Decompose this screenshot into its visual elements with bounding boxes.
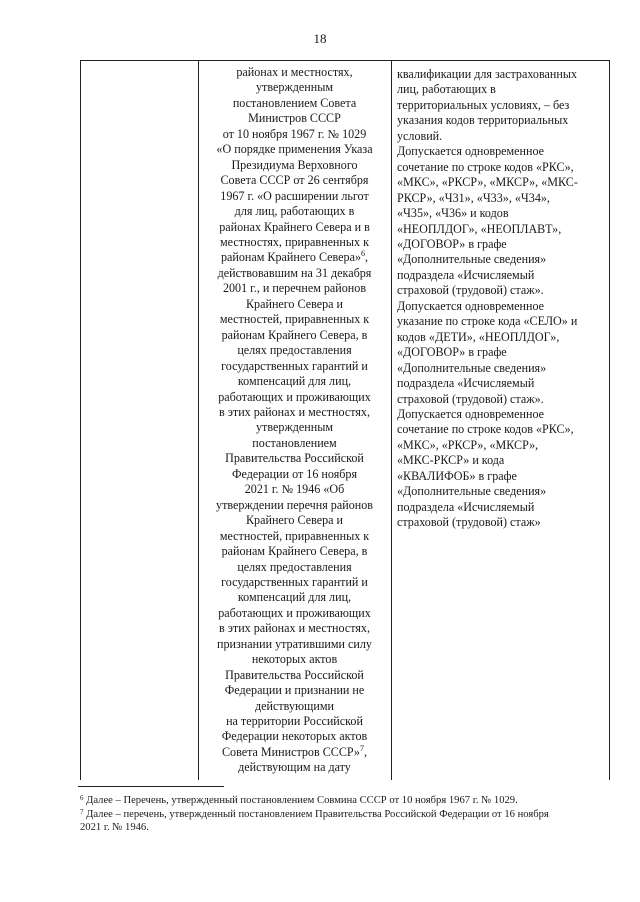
text-line: постановлением (252, 435, 337, 450)
text-line: утвержденным (256, 420, 333, 435)
text-line: «Дополнительные сведения» (397, 360, 547, 375)
text-line: действующими (255, 698, 334, 713)
footnotes (80, 794, 610, 835)
text-line-with-footnote (198, 250, 391, 265)
text-line: Федерации и признании не (224, 683, 365, 698)
text-line: государственных гарантий и (221, 358, 368, 373)
text-line: страховой (трудовой) стаж». (397, 283, 544, 298)
text-line: районам Крайнего Севера, в (221, 327, 368, 342)
footnote-mark: 7 (80, 807, 84, 816)
text-line: некоторых актов (251, 652, 338, 667)
text-line: указание по строке кода «СЕЛО» и (397, 314, 578, 329)
text-line: действовавшим на 31 декабря (217, 265, 372, 280)
footnote-mark: 6 (361, 249, 365, 259)
footnote-7 (80, 808, 610, 822)
footnote-text: Далее – Перечень, утвержденный постановлением Совмина СССР от 10 ноября 1967 г. № 1029. (83, 795, 518, 806)
text-line: страховой (трудовой) стаж». (397, 391, 544, 406)
text-line-with-footnote (198, 745, 391, 760)
footnote-6 (80, 794, 610, 808)
text-fragment: , (363, 744, 368, 759)
text-line: утвержденным (256, 80, 333, 95)
text-line: 1967 г. «О расширении льгот (220, 188, 369, 203)
text-line: 2001 г., и перечнем районов (222, 281, 367, 296)
document-table (80, 60, 610, 780)
text-line: постановлением Совета (232, 95, 357, 110)
text-line: «О порядке применения Указа (216, 142, 373, 157)
text-line: условий. (397, 128, 443, 143)
text-line: «ДОГОВОР» в графе (397, 345, 507, 360)
text-line: местностях, приравненных к (220, 234, 369, 249)
text-line: Министров СССР (248, 111, 341, 126)
text-line: местностей, приравненных к (219, 528, 370, 543)
text-line: подраздела «Исчисляемый (397, 499, 535, 514)
table-cell-description (198, 65, 391, 776)
text-line: подраздела «Исчисляемый (397, 376, 535, 391)
text-line: целях предоставления (237, 559, 352, 574)
text-line: Допускается одновременное (397, 298, 545, 313)
text-line: районам Крайнего Севера, в (221, 544, 368, 559)
text-line: «МКС», «РКСР», «МКСР», (397, 437, 539, 452)
text-line: компенсаций для лиц, (237, 374, 352, 389)
text-line: в этих районах и местностях, (218, 404, 370, 419)
text-line: «Дополнительные сведения» (397, 484, 547, 499)
text-line: «МКС», «РКСР», «МКСР», «МКС- (397, 175, 578, 190)
text-line: районах Крайнего Севера и в (219, 219, 370, 234)
text-line: сочетание по строке кодов «РКС», (397, 159, 574, 174)
text-line: местностей, приравненных к (219, 312, 370, 327)
text-line: «НЕОПЛДОГ», «НЕОПЛАВТ», (397, 221, 562, 236)
text-line: работающих и проживающих (218, 389, 371, 404)
text-line: «Дополнительные сведения» (397, 252, 547, 267)
text-line: компенсаций для лиц, (237, 590, 352, 605)
text-line: лиц, работающих в (397, 82, 496, 97)
text-line: для лиц, работающих в (234, 204, 355, 219)
text-line: «Ч35», «Ч36» и кодов (397, 206, 509, 221)
text-line: Крайнего Севера и (245, 296, 344, 311)
text-fragment: , (365, 250, 369, 265)
table-cell-conditions (391, 67, 611, 531)
text-line: Допускается одновременное (397, 406, 545, 421)
text-line: Крайнего Севера и (245, 513, 344, 528)
text-line: работающих и проживающих (218, 605, 371, 620)
text-fragment: Совета Министров СССР» (221, 744, 360, 759)
text-line: целях предоставления (237, 343, 352, 358)
text-line: Допускается одновременное (397, 144, 545, 159)
text-line: государственных гарантий и (221, 574, 368, 589)
text-line: Совета СССР от 26 сентября (220, 173, 369, 188)
text-line: признании утратившими силу (217, 636, 372, 651)
text-line: районах и местностях, (236, 65, 353, 79)
footnote-mark: 6 (80, 794, 84, 802)
text-line: на территории Российской (226, 714, 363, 729)
text-line: утверждении перечня районов (216, 497, 373, 512)
text-line: 2021 г. № 1946 «Об (244, 482, 345, 497)
text-line: Президиума Верховного (231, 157, 358, 172)
text-line: квалификации для застрахованных (397, 67, 578, 81)
text-line: Правительства Российской (225, 667, 364, 682)
text-line: «МКС-РКСР» и кода (397, 453, 505, 468)
text-line: от 10 ноября 1967 г. № 1029 (222, 126, 367, 141)
text-line: действующим на дату (238, 760, 351, 775)
footnote-separator (78, 786, 224, 787)
text-line: Федерации от 16 ноября (231, 466, 358, 481)
text-line: подраздела «Исчисляемый (397, 267, 535, 282)
text-line: Федерации некоторых актов (221, 729, 368, 744)
text-line: сочетание по строке кодов «РКС», (397, 422, 574, 437)
footnote-mark: 7 (359, 743, 364, 753)
footnote-7-continuation: 2021 г. № 1946. (80, 822, 149, 833)
text-line: территориальных условиях, – без (397, 97, 570, 112)
text-line: «ДОГОВОР» в графе (397, 236, 507, 251)
text-line: кодов «ДЕТИ», «НЕОПЛДОГ», (397, 329, 560, 344)
page-number: 18 (313, 31, 327, 46)
footnote-text: Далее – перечень, утвержденный постановлением Правительства Российской Федерации от 16 ноября (83, 808, 549, 820)
text-line: страховой (трудовой) стаж» (397, 515, 541, 530)
text-line: указания кодов территориальных (397, 113, 569, 128)
text-fragment: районам Крайнего Севера» (220, 250, 361, 265)
text-line: «КВАЛИФОБ» в графе (397, 468, 517, 483)
text-line: Правительства Российской (225, 451, 364, 466)
text-line: в этих районах и местностях, (218, 621, 370, 636)
text-line: РКСР», «Ч31», «Ч33», «Ч34», (397, 190, 550, 205)
